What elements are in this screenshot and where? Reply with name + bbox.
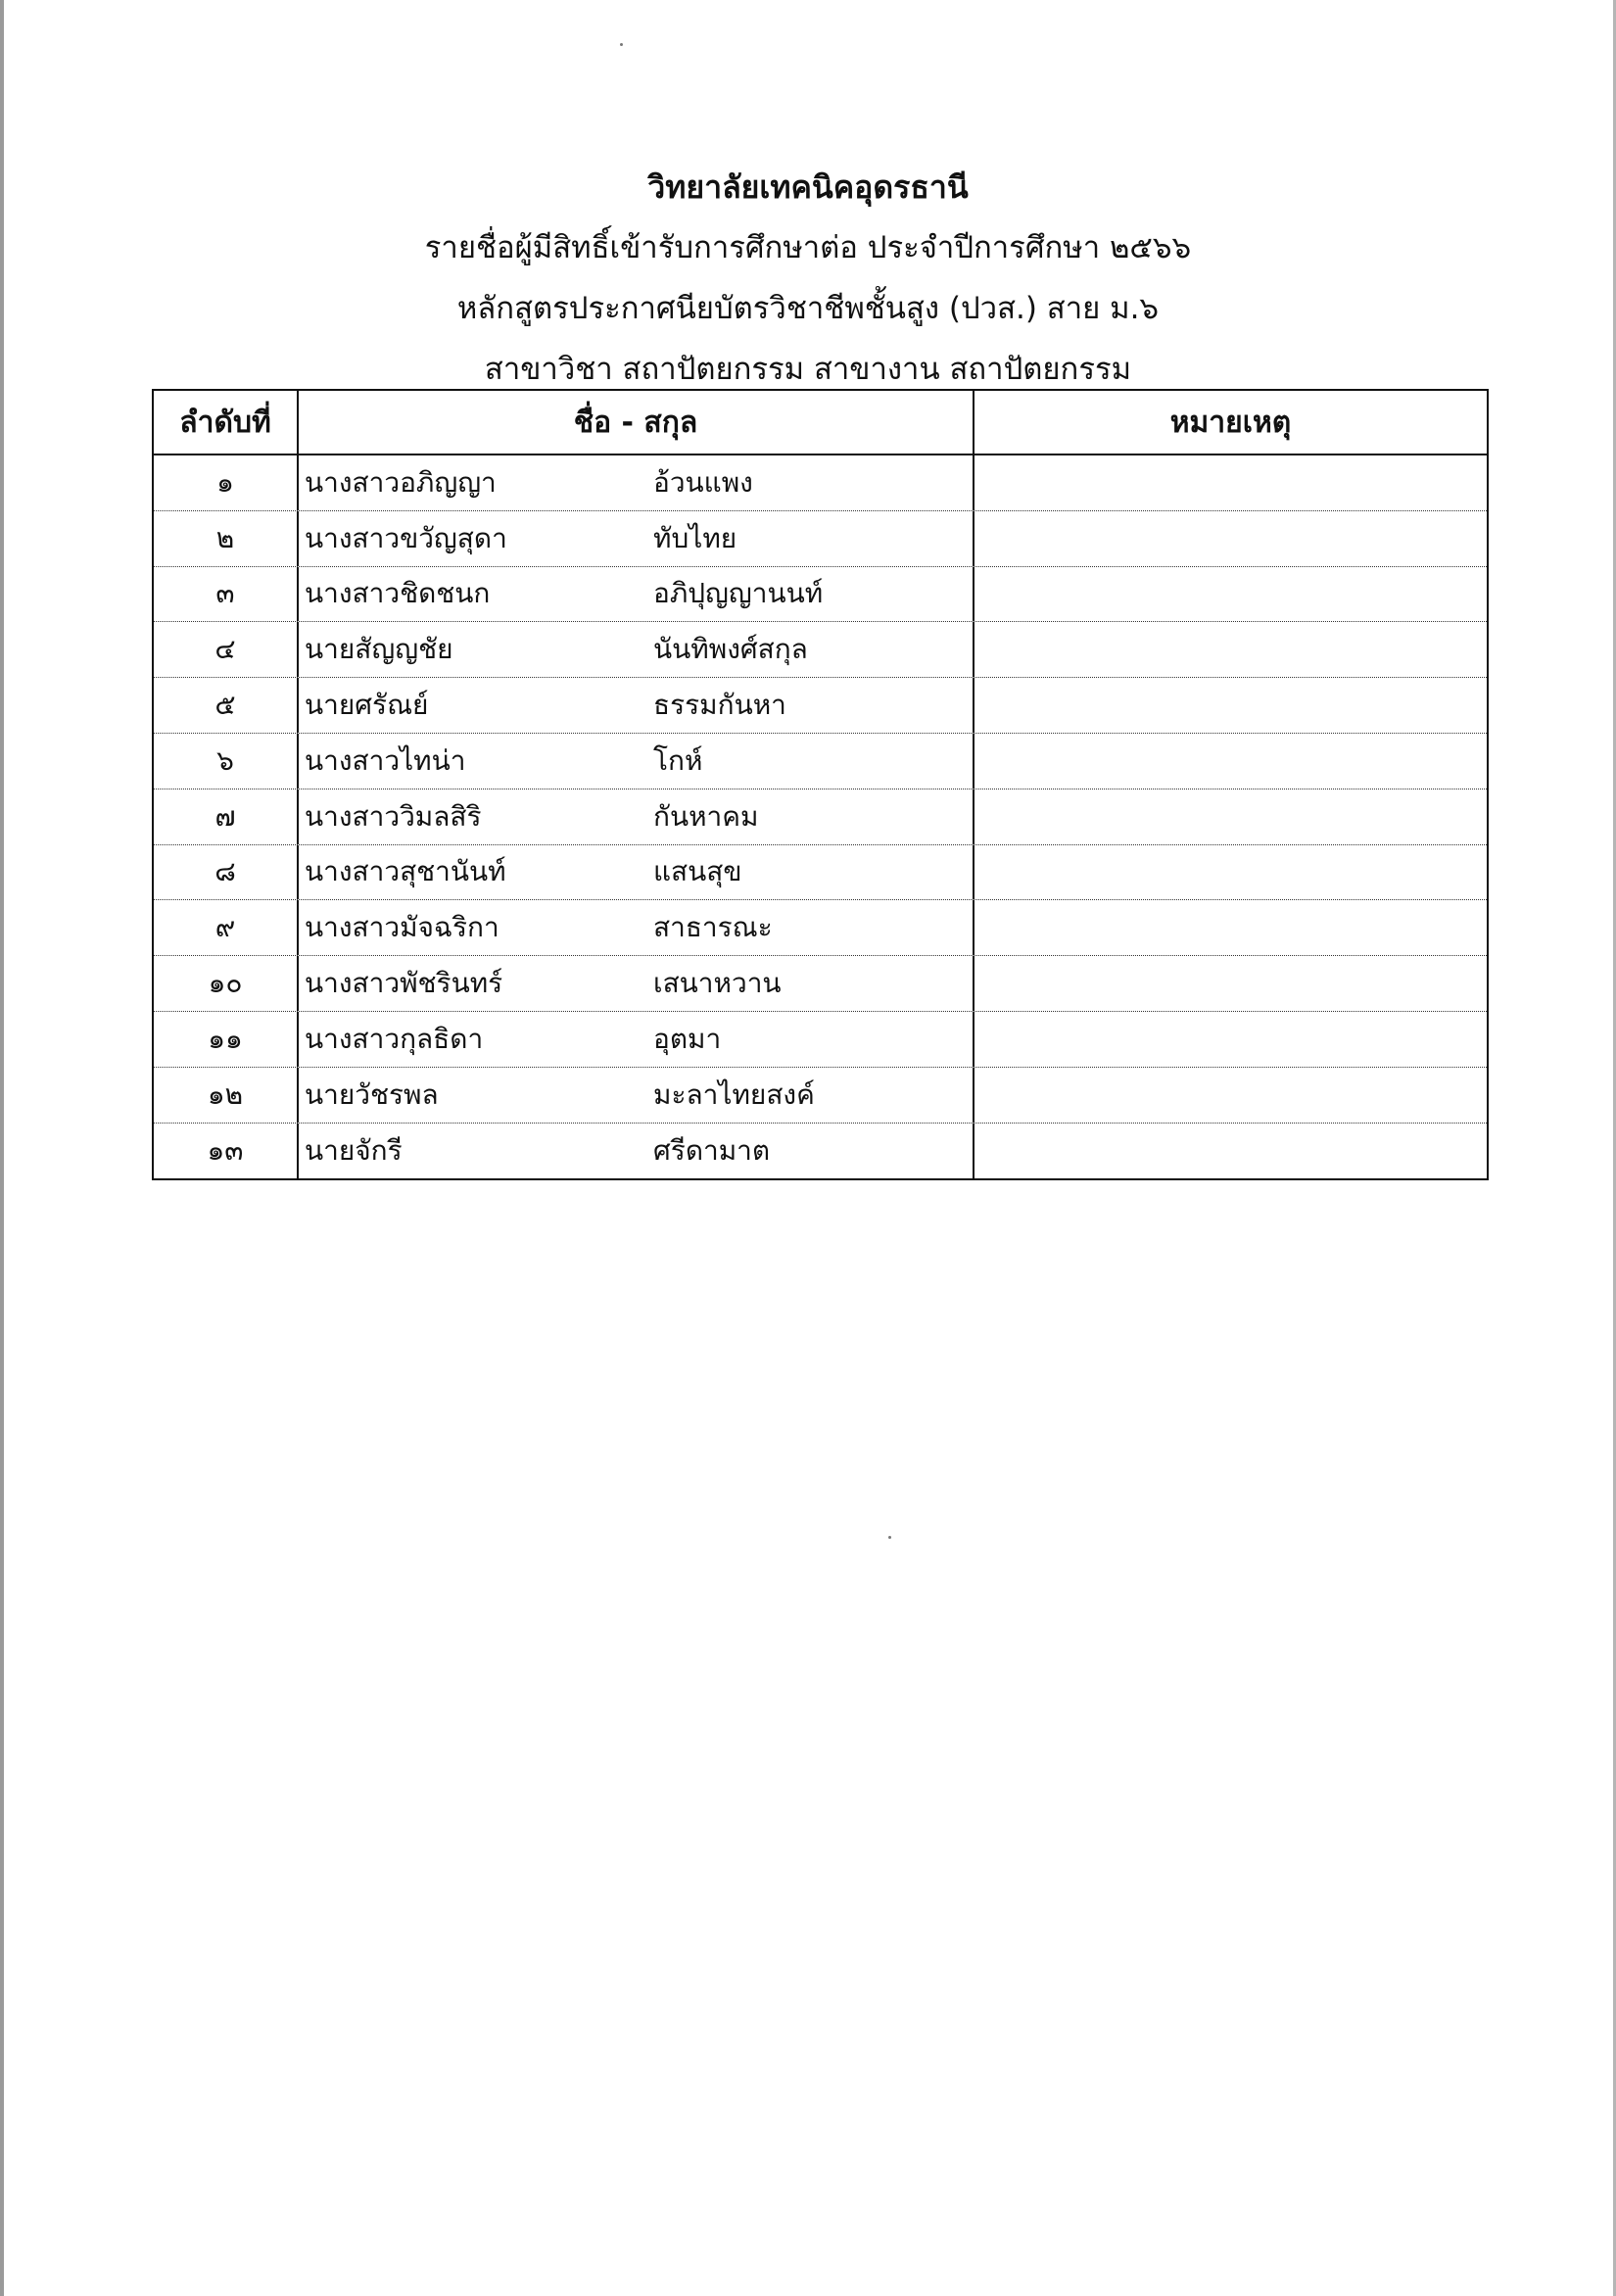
row-last-name: ทับไทย [653,521,737,554]
row-sequence: ๑๒ [154,1068,299,1123]
table-row [154,1124,1487,1179]
row-last-name: ศรีดามาต [653,1134,771,1168]
row-remark [974,455,1487,510]
row-sequence: ๗ [154,789,299,844]
row-first-name: นางสาวสุชานันท์ [305,855,506,888]
row-first-name: นายสัญญชัย [305,633,453,666]
row-name [299,1068,974,1123]
row-last-name: กันหาคม [653,799,759,833]
row-remark [974,678,1487,733]
table-body [154,455,1487,1178]
row-sequence: ๑๐ [154,956,299,1011]
row-sequence: ๑ [154,455,299,510]
row-last-name: สาธารณะ [653,911,773,944]
row-first-name: นายจักรี [305,1134,403,1168]
student-list-table [152,389,1489,1180]
table-row [154,956,1487,1012]
row-name [299,789,974,844]
row-name [299,734,974,789]
row-remark [974,567,1487,622]
table-row [154,734,1487,789]
subtitle-line-1: รายชื่อผู้มีสิทธิ์เข้ารับการศึกษาต่อ ประจำปีการศึกษา ๒๕๖๖ [424,230,1192,265]
row-remark [974,900,1487,955]
row-sequence: ๑๓ [154,1124,299,1179]
row-name [299,1012,974,1067]
row-name [299,511,974,566]
subtitle-line-3: สาขาวิชา สถาปัตยกรรม สาขางาน สถาปัตยกรรม [484,352,1132,387]
row-first-name: นางสาวไทน่า [305,743,466,777]
row-first-name: นายศรัณย์ [305,688,429,721]
scan-speck [888,1536,891,1539]
row-remark [974,1124,1487,1179]
row-last-name: อ้วนแพง [653,465,753,499]
row-first-name: นางสาววิมลสิริ [305,799,482,833]
row-remark [974,622,1487,677]
table-row [154,678,1487,734]
header-name: ชื่อ - สกุล [299,391,974,454]
row-first-name: นางสาวชิดชนก [305,577,491,610]
table-row [154,622,1487,678]
row-last-name: มะลาไทยสงค์ [653,1077,815,1111]
row-last-name: ธรรมกันหา [653,688,786,721]
row-last-name: อุตมา [653,1022,722,1055]
row-last-name: โกห์ [653,743,703,777]
row-first-name: นางสาวพัชรินทร์ [305,966,503,999]
row-remark [974,956,1487,1011]
header-remark: หมายเหตุ [1169,405,1292,440]
header-sequence: ลำดับที่ [154,391,299,454]
row-sequence: ๕ [154,678,299,733]
table-row [154,511,1487,567]
row-last-name: อภิปุญญานนท์ [653,577,824,610]
row-remark [974,1012,1487,1067]
row-first-name: นางสาวกุลธิดา [305,1022,484,1055]
row-name [299,622,974,677]
subtitle-line-2: หลักสูตรประกาศนียบัตรวิชาชีพชั้นสูง (ปวส.) สาย ม.๖ [456,291,1160,326]
row-sequence: ๔ [154,622,299,677]
row-name [299,678,974,733]
row-sequence: ๒ [154,511,299,566]
row-sequence: ๑๑ [154,1012,299,1067]
row-first-name: นางสาวขวัญสุดา [305,521,507,554]
row-last-name: เสนาหวาน [653,966,782,999]
row-sequence: ๘ [154,845,299,900]
row-remark [974,789,1487,844]
row-last-name: นันทิพงศ์สกุล [653,633,808,666]
row-name [299,956,974,1011]
table-row [154,845,1487,901]
document-title: วิทยาลัยเทคนิคอุดรธานี [647,168,969,206]
row-first-name: นายวัชรพล [305,1077,439,1111]
row-first-name: นางสาวอภิญญา [305,465,497,499]
scan-speck [620,43,623,46]
row-remark [974,511,1487,566]
table-header-row [154,391,1487,455]
table-row [154,1068,1487,1124]
row-name [299,567,974,622]
table-row [154,900,1487,956]
row-remark [974,734,1487,789]
row-remark [974,845,1487,900]
table-row [154,1012,1487,1068]
row-name [299,900,974,955]
row-remark [974,1068,1487,1123]
row-name [299,455,974,510]
document-header [0,157,1616,400]
table-row [154,789,1487,845]
row-name [299,845,974,900]
row-first-name: นางสาวมัจฉริกา [305,911,499,944]
row-sequence: ๓ [154,567,299,622]
table-row [154,567,1487,623]
table-row [154,455,1487,511]
row-sequence: ๙ [154,900,299,955]
row-sequence: ๖ [154,734,299,789]
row-name [299,1124,974,1179]
row-last-name: แสนสุข [653,855,742,888]
